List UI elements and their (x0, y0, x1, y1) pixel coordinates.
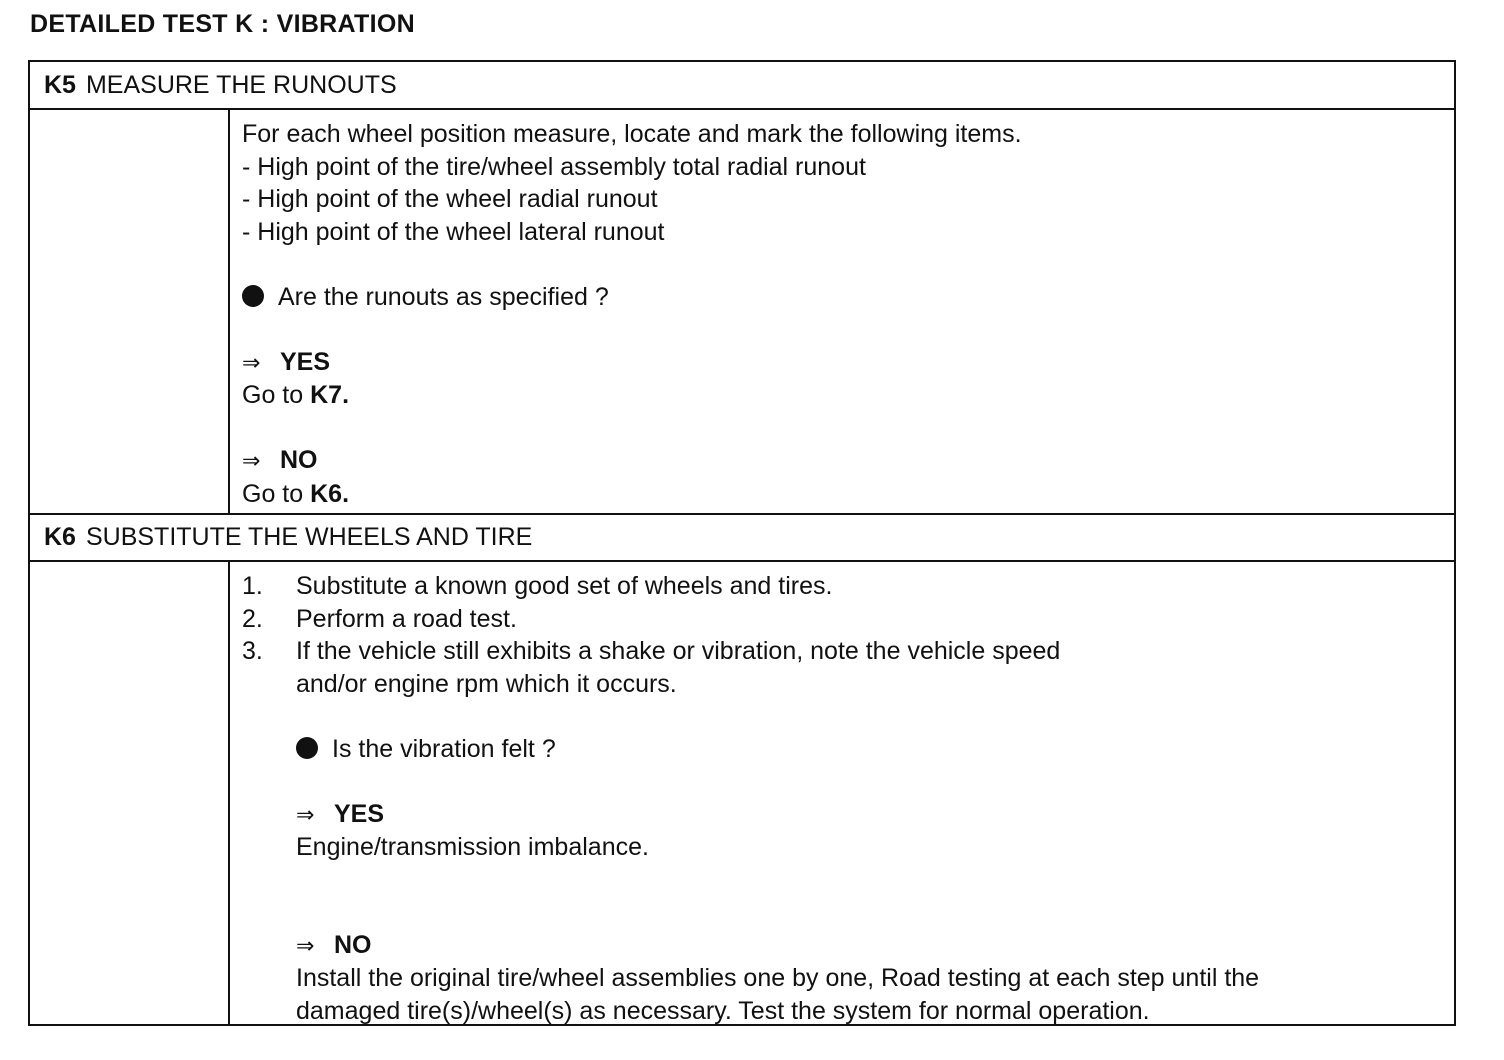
k6-yes-text: Engine/transmission imbalance. (296, 833, 649, 861)
k6-yes-label: YES (334, 799, 385, 828)
k6-question (242, 733, 1259, 766)
bullet-icon (296, 737, 318, 759)
k5-yes-heading (242, 346, 1022, 380)
test-procedure-table (28, 60, 1456, 1026)
k5-header (30, 62, 1454, 110)
k5-code: K5 (44, 70, 76, 99)
k6-title: SUBSTITUTE THE WHEELS AND TIRE (85, 523, 533, 551)
k5-no-target: K6. (310, 479, 350, 508)
k6-step-text: Substitute a known good set of wheels and tires. (296, 572, 833, 600)
k6-no-text-line: damaged tire(s)/wheel(s) as necessary. Test the system for normal operation. (296, 996, 1150, 1025)
k6-step-text: Perform a road test. (296, 604, 517, 633)
k5-item: - High point of the wheel radial runout (242, 185, 658, 213)
page-title: DETAILED TEST K : VIBRATION (30, 10, 415, 38)
k5-intro: For each wheel position measure, locate and mark the following items. (242, 120, 1022, 148)
k6-step-text: If the vehicle still exhibits a shake or vibration, note the vehicle speed (296, 637, 1061, 665)
k6-step (242, 570, 1259, 603)
k6-question-text: Is the vibration felt ? (332, 734, 556, 763)
k5-yes-action (242, 379, 1022, 412)
k5-column-divider (228, 110, 230, 513)
k5-no-heading (242, 444, 1022, 478)
k5-item: - High point of the wheel lateral runout (242, 217, 665, 246)
bullet-icon (242, 285, 264, 307)
k5-no-label: NO (280, 446, 318, 474)
k6-header (30, 513, 1454, 562)
k6-step-continuation: and/or engine rpm which it occurs. (296, 669, 677, 698)
k5-question (242, 281, 1022, 314)
k6-code: K6 (44, 523, 76, 551)
k6-step (242, 635, 1259, 668)
k6-no-text-line: Install the original tire/wheel assemblies one by one, Road testing at each step until the (296, 964, 1260, 992)
k5-question-text: Are the runouts as specified ? (278, 282, 609, 311)
k6-no-heading (242, 929, 1259, 963)
k6-no-label: NO (334, 930, 372, 959)
k5-yes-prefix: Go to (242, 381, 304, 409)
k6-column-divider (228, 562, 230, 1026)
arrow-right-icon: ⇒ (242, 448, 261, 473)
k6-step-number: 3. (242, 637, 263, 665)
k5-no-action (242, 478, 1022, 511)
k6-yes-heading (242, 798, 1259, 832)
k5-item: - High point of the tire/wheel assembly total radial runout (242, 152, 866, 181)
k5-title: MEASURE THE RUNOUTS (85, 70, 397, 99)
k6-step-number: 1. (242, 572, 263, 600)
arrow-right-icon: ⇒ (296, 932, 315, 958)
k6-step-number: 2. (242, 604, 263, 633)
k5-no-prefix: Go to (242, 479, 304, 508)
k6-content (242, 570, 1259, 1027)
k5-yes-target: K7. (310, 381, 350, 409)
k6-step (242, 603, 1259, 636)
k5-yes-label: YES (280, 347, 331, 376)
arrow-right-icon: ⇒ (242, 349, 261, 375)
k5-content (242, 118, 1022, 510)
arrow-right-icon: ⇒ (296, 801, 315, 827)
